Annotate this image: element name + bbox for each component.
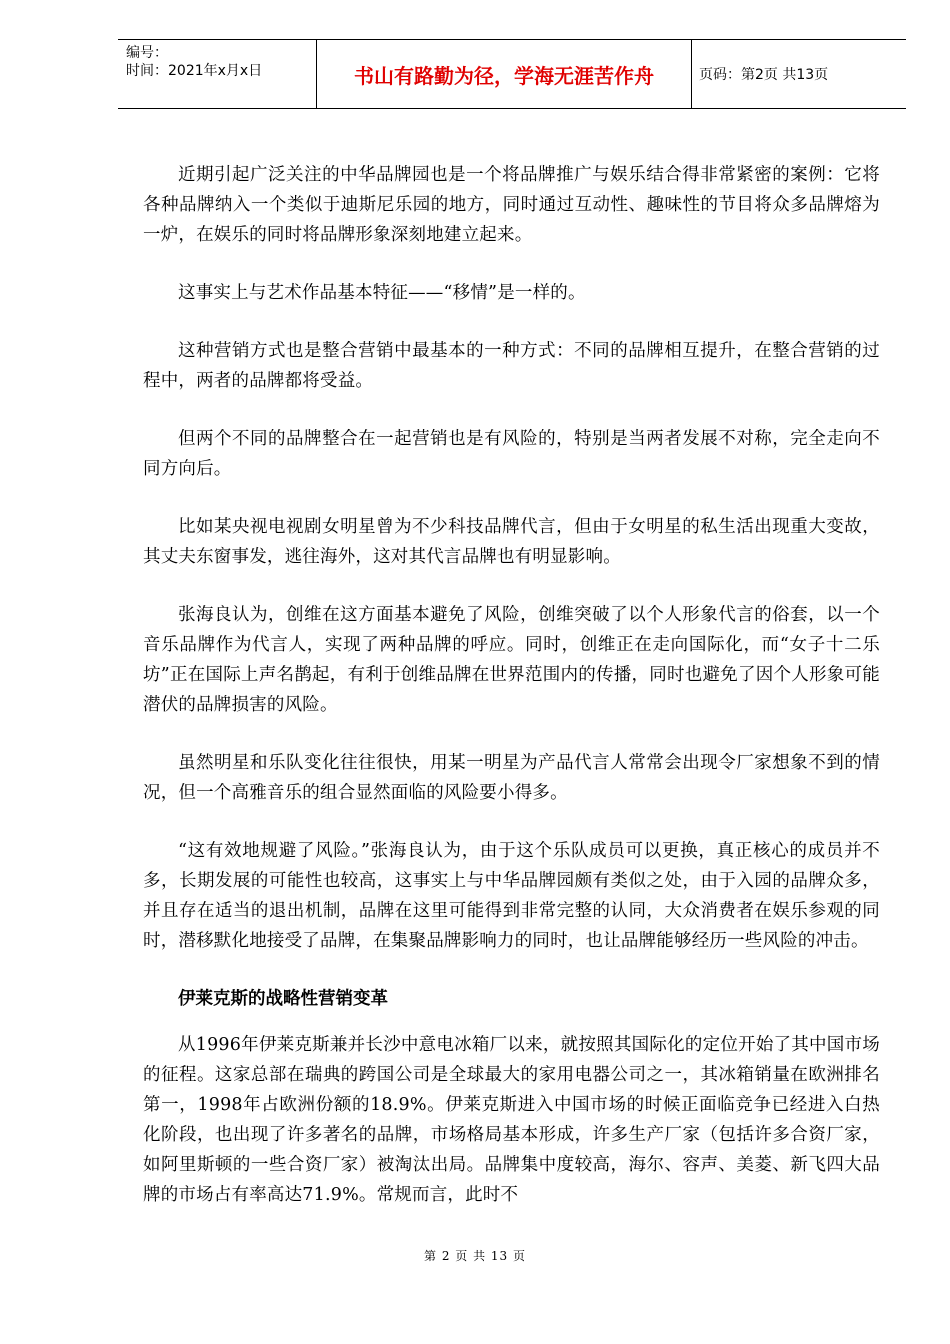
page-footer: 第 2 页 共 13 页 bbox=[424, 1249, 526, 1263]
paragraph: 但两个不同的品牌整合在一起营销也是有风险的，特别是当两者发展不对称，完全走向不同方向后。 bbox=[143, 429, 880, 479]
paragraph: 从1996年伊莱克斯兼并长沙中意电冰箱厂以来，就按照其国际化的定位开始了其中国市场的征程。这家总部在瑞典的跨国公司是全球最大的家用电器公司之一，其冰箱销量在欧洲排名第一，1998年占欧洲份额的18.9%。伊莱克斯进入中国市场的时候正面临竞争已经进入白热化阶段，也出现了许多著名的品牌，市场格局基本形成，许多生产厂家（包括许多合资厂家，如阿里斯顿的一些合资厂家）被淘汰出局。品牌集中度较高，海尔、容声、美菱、新飞四大品牌的市场占有率高达71.9%。常规而言，此时不 bbox=[143, 1035, 880, 1205]
document-time-label: 时间：2021年x月x日 bbox=[126, 63, 263, 79]
header-meta bbox=[118, 40, 316, 108]
document-body bbox=[143, 160, 880, 1238]
header-page-label: 页码：第2页 共13页 bbox=[699, 67, 829, 83]
document-number-label: 编号： bbox=[126, 45, 168, 61]
paragraph: “这有效地规避了风险。”张海良认为，由于这个乐队成员可以更换，真正核心的成员并不多，长期发展的可能性也较高，这事实上与中华品牌园颇有类似之处，由于入园的品牌众多，并且存在适当的退出机制，品牌在这里可能得到非常完整的认同，大众消费者在娱乐参观的同时，潜移默化地接受了品牌，在集聚品牌影响力的同时，也让品牌能够经历一些风险的冲击。 bbox=[143, 841, 880, 951]
section-heading: 伊莱克斯的战略性营销变革 bbox=[178, 989, 388, 1009]
paragraph: 张海良认为，创维在这方面基本避免了风险，创维突破了以个人形象代言的俗套，以一个音乐品牌作为代言人，实现了两种品牌的呼应。同时，创维正在走向国际化，而“女子十二乐坊”正在国际上声名鹊起，有利于创维品牌在世界范围内的传播，同时也避免了因个人形象可能潜伏的品牌损害的风险。 bbox=[143, 605, 880, 715]
paragraph: 近期引起广泛关注的中华品牌园也是一个将品牌推广与娱乐结合得非常紧密的案例：它将各种品牌纳入一个类似于迪斯尼乐园的地方，同时通过互动性、趣味性的节目将众多品牌熔为一炉，在娱乐的同时将品牌形象深刻地建立起来。 bbox=[143, 165, 880, 245]
paragraph: 这事实上与艺术作品基本特征——“移情”是一样的。 bbox=[178, 283, 586, 303]
page-header bbox=[118, 39, 906, 109]
paragraph: 这种营销方式也是整合营销中最基本的一种方式：不同的品牌相互提升，在整合营销的过程中，两者的品牌都将受益。 bbox=[143, 341, 880, 391]
paragraph: 比如某央视电视剧女明星曾为不少科技品牌代言，但由于女明星的私生活出现重大变故，其丈夫东窗事发，逃往海外，这对其代言品牌也有明显影响。 bbox=[143, 517, 880, 567]
header-motto bbox=[316, 40, 692, 108]
paragraph: 虽然明星和乐队变化往往很快，用某一明星为产品代言人常常会出现令厂家想象不到的情况，但一个高雅音乐的组合显然面临的风险要小得多。 bbox=[143, 753, 880, 803]
motto-text: 书山有路勤为径，学海无涯苦作舟 bbox=[354, 63, 654, 88]
